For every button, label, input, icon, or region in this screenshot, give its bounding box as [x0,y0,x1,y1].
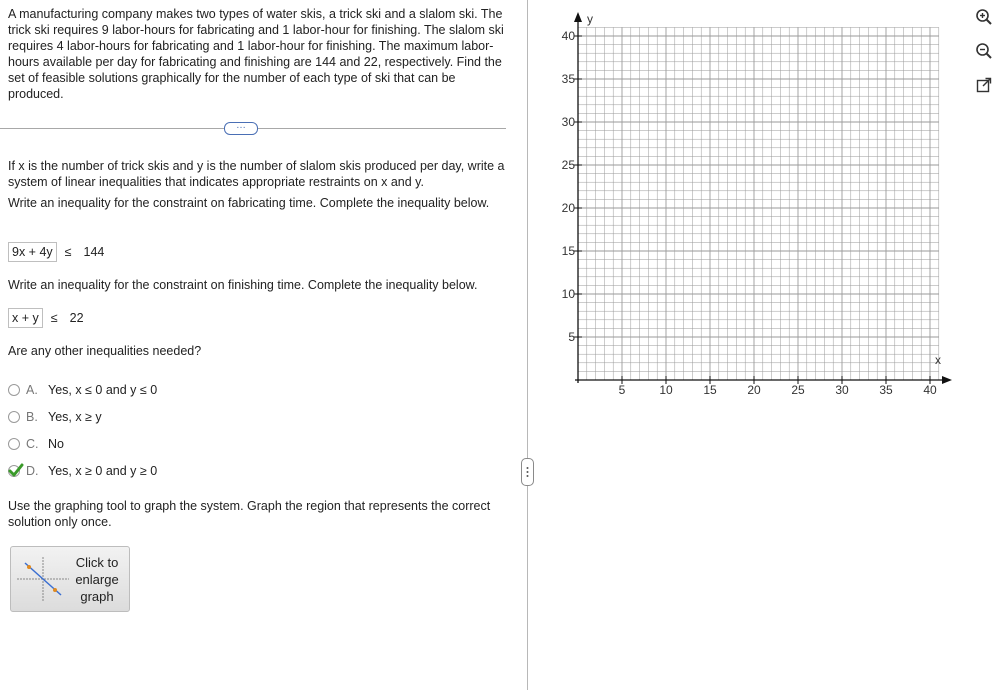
fabricating-rhs-field[interactable]: 144 [83,245,105,259]
enlarge-graph-button[interactable] [10,546,130,612]
option-c-text: No [48,437,64,451]
x-axis-label: x [935,353,941,367]
show-more-button[interactable]: … [224,122,258,135]
graph-area[interactable] [540,0,970,410]
x-tick-label: 25 [791,383,805,397]
y-tick-label: 25 [561,158,575,172]
option-a-letter: A. [26,383,38,397]
option-d-text: Yes, x ≥ 0 and y ≥ 0 [48,464,158,478]
y-tick-label: 20 [561,201,575,215]
intro-text: If x is the number of trick skis and y is the number of slalom skis produced per day, write a system of linear inequalities that indicates appropriate restraints on x and y. [8,159,505,189]
problem-text: A manufacturing company makes two types of water skis, a trick ski and a slalom ski. The trick ski requires 9 labor-hours for fabricating and 1 labor-hour for finishing. The slalom ski requires 4 labor-hours for fabricating and 1 labor-hour for finishing. The maximum labor-hours available per day for fabricating and finishing are 144 and 22, respectively. Find the set of feasible solutions graphically for the number of each type of ski that can be produced. [8,7,504,101]
zoom-in-icon[interactable] [975,8,993,26]
graph-instruction: Use the graphing tool to graph the system. Graph the region that represents the correct solution only once. [8,499,491,529]
x-tick-label: 35 [879,383,893,397]
x-tick-label: 10 [659,383,673,397]
drag-handle-icon [522,459,533,485]
option-d-letter: D. [26,464,39,478]
option-b-radio[interactable] [8,411,20,423]
finishing-operator[interactable]: ≤ [50,311,58,325]
y-tick-label: 30 [561,115,575,129]
pane-divider [527,0,528,690]
y-axis-arrow-icon [574,12,582,22]
x-tick-label: 30 [835,383,849,397]
pane-resize-handle[interactable] [521,458,534,486]
option-d-radio[interactable] [8,465,20,477]
y-tick-label: 5 [568,330,575,344]
option-a[interactable] [8,383,157,397]
option-a-radio[interactable] [8,384,20,396]
fabricating-lhs-field[interactable]: 9x + 4y [8,242,57,262]
zoom-out-icon[interactable] [975,42,993,60]
enlarge-graph-label: Click to enlarge graph [75,555,119,604]
finishing-rhs-field[interactable]: 22 [69,311,84,325]
other-inequalities-prompt: Are any other inequalities needed? [8,344,202,358]
checkmark-icon [7,462,25,480]
y-tick-label: 10 [561,287,575,301]
option-b-letter: B. [26,410,38,424]
option-c[interactable] [8,437,64,451]
option-b[interactable] [8,410,102,424]
finishing-lhs-field[interactable]: x + y [8,308,43,328]
finishing-prompt: Write an inequality for the constraint on finishing time. Complete the inequality below. [8,278,478,292]
graph-thumbnail-icon [15,555,71,603]
option-b-text: Yes, x ≥ y [48,410,102,424]
x-tick-label: 15 [703,383,717,397]
y-tick-label: 40 [561,29,575,43]
option-d[interactable] [8,464,157,478]
option-c-letter: C. [26,437,39,451]
fabricating-prompt: Write an inequality for the constraint on fabricating time. Complete the inequality below. [8,196,490,210]
x-tick-label: 20 [747,383,761,397]
x-tick-label: 5 [618,383,626,397]
option-a-text: Yes, x ≤ 0 and y ≤ 0 [48,383,158,397]
y-axis-label: y [587,12,593,26]
fabricating-operator[interactable]: ≤ [64,245,72,259]
y-tick-label: 35 [561,72,575,86]
fabricating-inequality [8,242,104,262]
popout-icon[interactable] [975,76,993,94]
option-c-radio[interactable] [8,438,20,450]
x-axis-arrow-icon [942,376,952,384]
x-tick-label: 40 [923,383,937,397]
y-tick-label: 15 [561,244,575,258]
finishing-inequality [8,308,84,328]
